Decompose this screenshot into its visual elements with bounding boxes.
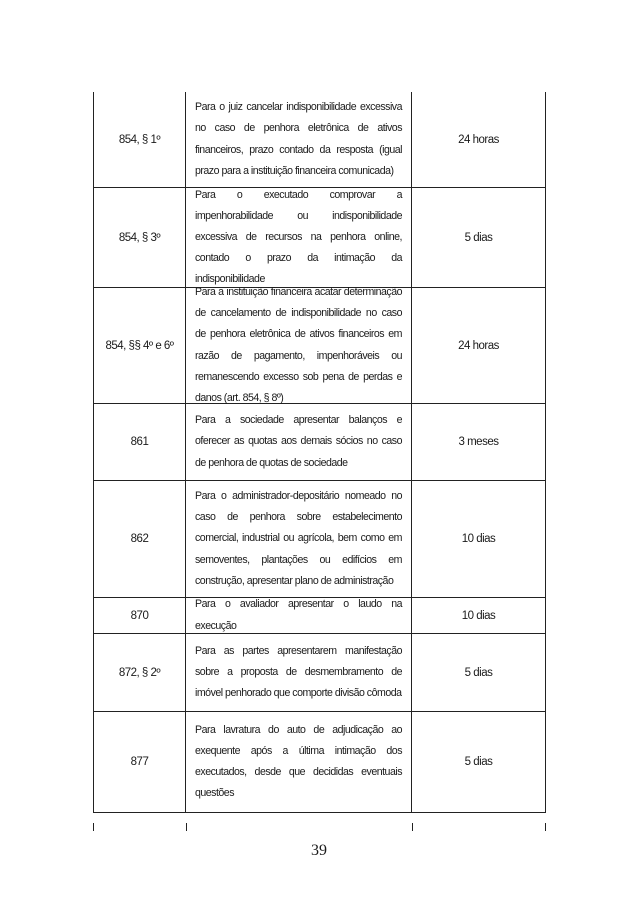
table-row (94, 634, 545, 712)
description-text: Para o juiz cancelar indisponibilidade excessiva no caso de penhora eletrônica de ativos financeiros, prazo contado da resposta (igual prazo para a instituição financeira comunicada) (195, 101, 402, 177)
table-row (94, 92, 545, 188)
deadline-cell (412, 188, 545, 287)
deadline-cell (412, 634, 545, 711)
page-number: 39 (311, 842, 327, 859)
column-divider (186, 823, 187, 831)
article-text: 861 (130, 436, 149, 448)
deadline-cell (412, 92, 545, 187)
article-text: 870 (130, 609, 149, 622)
article-text: 854, § 3º (118, 231, 161, 244)
description-text: Para o executado comprovar a impenhorabilidade ou indisponibilidade excessiva de recursos na penhora online, contado o prazo da intimação da indisponibilidade (195, 188, 402, 286)
table-continuation (93, 823, 546, 831)
article-text: 854, § 1º (118, 133, 161, 146)
description-text: Para a instituição financeira acatar determinação de cancelamento de indisponibilidade no caso de penhora eletrônica de ativos financeiros em razão de pagamento, impenhoráveis ou remanescendo excesso sob pena de perdas e danos (art. 854, § 8º) (195, 285, 402, 404)
article-cell (94, 712, 186, 812)
deadline-text: 3 meses (458, 436, 499, 448)
deadline-cell (412, 288, 545, 403)
description-cell (186, 481, 412, 597)
article-cell (94, 481, 186, 597)
description-cell (186, 92, 412, 187)
deadline-text: 10 dias (461, 533, 496, 545)
deadline-cell (412, 598, 545, 633)
description-cell (186, 285, 412, 404)
description-cell (186, 188, 412, 287)
article-text: 854, §§ 4º e 6º (105, 339, 174, 352)
deadline-cell (412, 481, 545, 597)
table-row (94, 188, 545, 288)
table-row (94, 712, 545, 813)
article-cell (94, 404, 186, 480)
deadlines-table (93, 92, 546, 813)
table-row (94, 598, 545, 634)
description-text: Para lavratura do auto de adjudicação ao exequente após a última intimação dos executados, desde que decididas eventuais questões (195, 723, 402, 800)
deadline-cell (412, 404, 545, 480)
table-row (94, 285, 545, 404)
deadline-text: 5 dias (464, 666, 493, 679)
deadline-text: 24 horas (458, 339, 499, 352)
article-text: 872, § 2º (118, 666, 161, 679)
article-cell (94, 288, 186, 403)
description-text: Para o avaliador apresentar o laudo na execução (195, 598, 402, 632)
deadline-cell (412, 712, 545, 812)
deadline-text: 24 horas (458, 133, 499, 146)
description-text: Para as partes apresentarem manifestação sobre a proposta de desmembramento de imóvel penhorado que comporte divisão cômoda (195, 644, 402, 700)
table-row (94, 404, 545, 481)
description-cell (186, 404, 412, 480)
deadline-text: 10 dias (461, 609, 496, 622)
article-cell (94, 634, 186, 711)
article-text: 862 (130, 533, 149, 545)
description-cell (186, 634, 412, 711)
article-cell (94, 188, 186, 287)
table-row (94, 481, 545, 598)
deadline-text: 5 dias (464, 231, 493, 244)
deadline-text: 5 dias (464, 756, 493, 768)
article-text: 877 (130, 756, 149, 768)
article-cell (94, 92, 186, 187)
description-cell (186, 598, 412, 633)
description-cell (186, 712, 412, 812)
column-divider (412, 823, 413, 831)
description-text: Para a sociedade apresentar balanços e oferecer as quotas aos demais sócios no caso de penhora de quotas de sociedade (195, 414, 402, 469)
article-cell (94, 598, 186, 633)
description-text: Para o administrador-depositário nomeado no caso de penhora sobre estabelecimento comercial, industrial ou agrícola, bem como em semoventes, plantações ou edifícios em construção, apresentar plano de administração (195, 489, 402, 587)
